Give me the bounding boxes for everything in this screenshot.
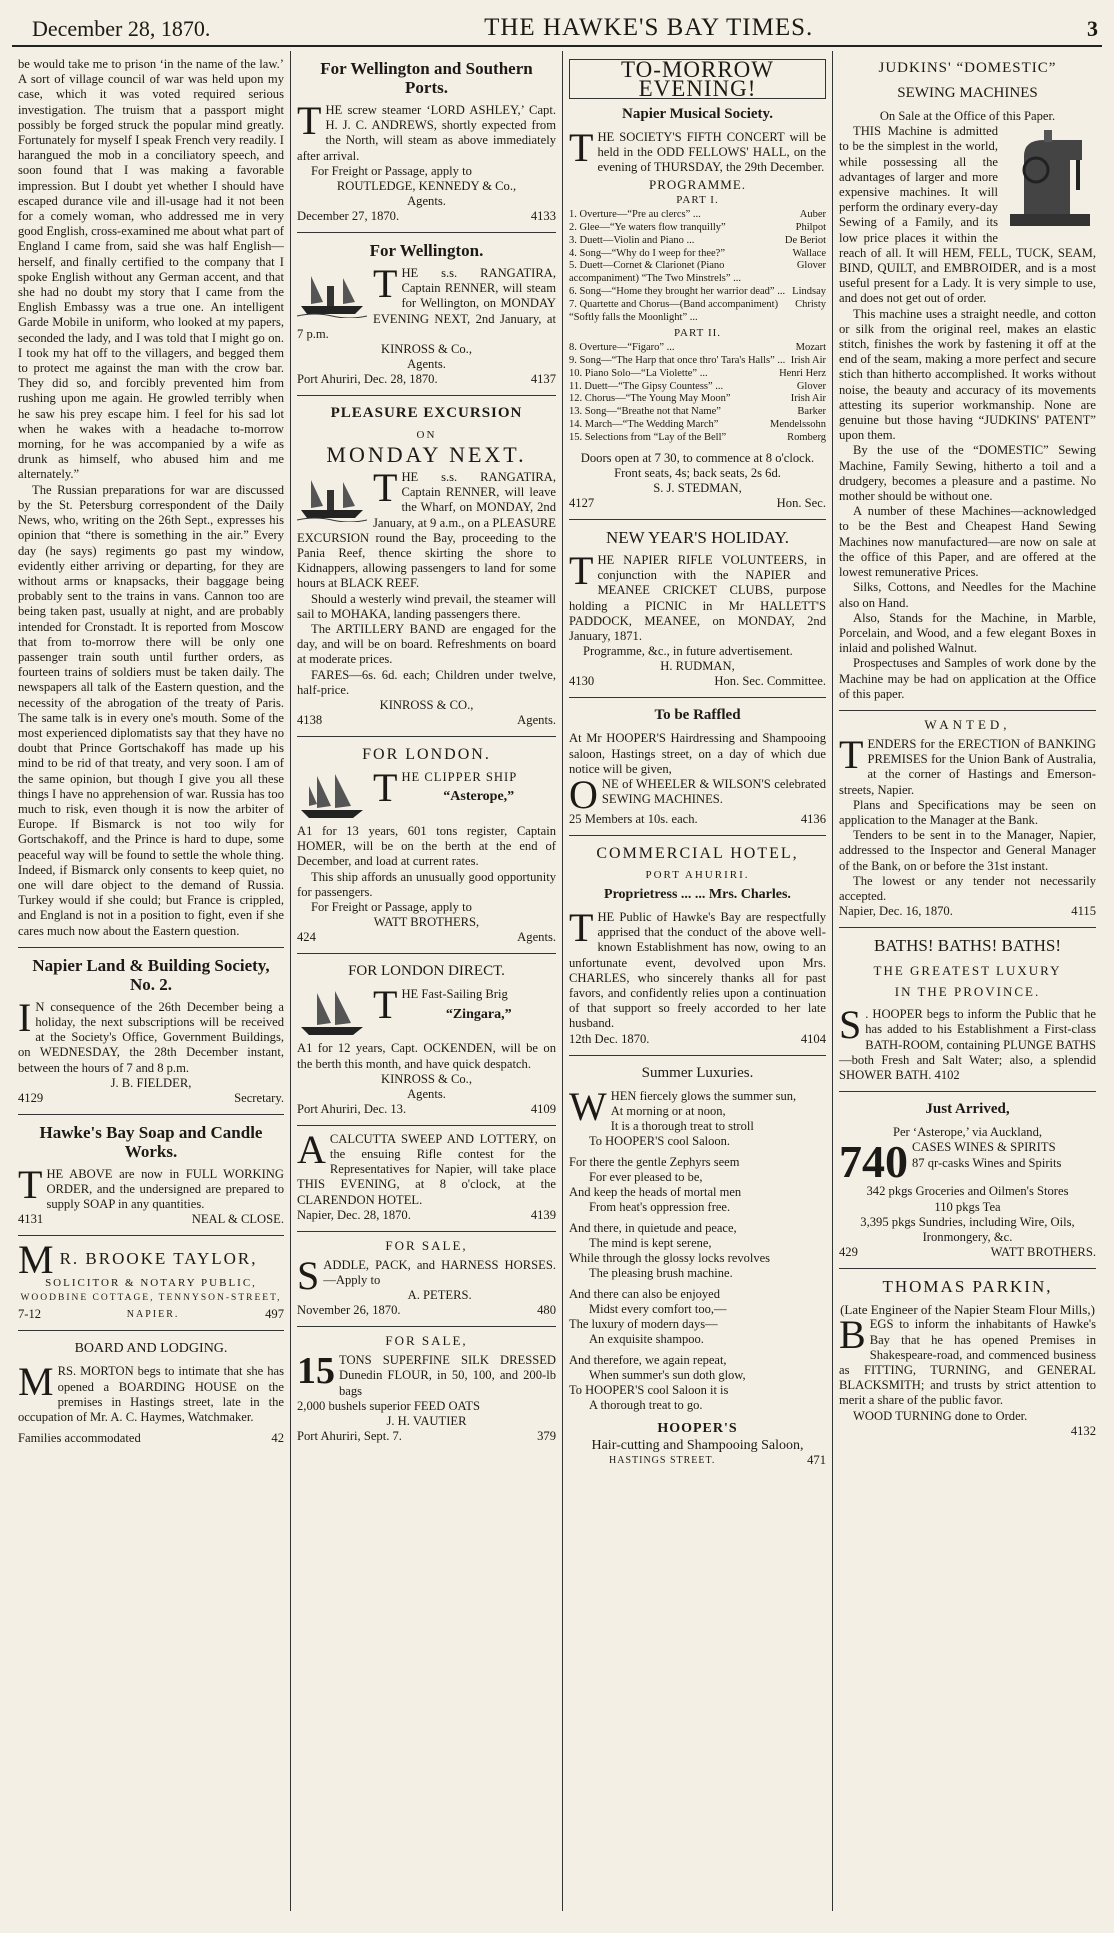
ad-heading: SEWING MACHINES — [897, 85, 1038, 101]
ad-number: 4139 — [530, 1207, 556, 1222]
ad-date: Napier, Dec. 16, 1870. — [839, 904, 953, 919]
ad-body: HE Fast-Sailing Brig — [401, 987, 508, 1002]
poem-line — [569, 1185, 826, 1200]
ad-number: 4104 — [800, 1031, 826, 1046]
ad-place: NAPIER. — [126, 1309, 180, 1321]
ad-body: . HOOPER begs to inform the Public that he has added to his Establishment a First-class BATH-ROOM, containing PLUNGE BATHS—both Fresh and Salt Water; also, a splendid SHOWER BATH. — [839, 1007, 1096, 1082]
wellington-southern-ad — [297, 51, 556, 233]
ad-subheading: On Sale at the Office of this Paper. — [879, 109, 1056, 123]
advertiser: A. PETERS. — [407, 1288, 472, 1303]
drop-cap: T — [569, 125, 594, 170]
agents: KINROSS & CO., — [379, 698, 474, 713]
newspaper-page — [12, 8, 1102, 1913]
ad-paragraph: FARES—6s. 6d. each; Children under twelve, half-price. — [297, 667, 556, 697]
poem — [569, 1083, 826, 1413]
building-society-ad — [18, 948, 284, 1115]
drop-cap: T — [297, 98, 322, 143]
article-paragraph: The Russian preparations for war are discussed by the St. Petersburg correspondent of the Daily News, who, writing on the 26th Sept., expresses his opinion that “there is something in the air.” Every day (he says) regiments go past my window, evidently either arriving or departing, for they are without arms or knapsacks, their baggage being probably sent to the trains in vans. Cannon too are being taken past, usually at night, and are probably intended for Cronstadt. It is reported from Moscow that from to-morrow there will be only one passenger train south until further orders, as fourteen trains of soldiers must be taken daily. The newspapers all talk of the Eastern question, and the necessity of the abrogation of the treaty of Paris. The same talk is in every one's mouth. Some of the most experienced diplomatists say that they have no doubt that Prince Gortschakoff has made up his mind to be rid of that treaty, and very soon. I am of the same opinion, but though I give you all these things I have no apprehension of war. Russia has too much to risk, even though it is now the arbiter of Europe. If Bismarck is not too wily for Gortschakoff, and the Prince is hard to dupe, some peaceful way will be found to settle the whole thing. Indeed, if Bismarck only consents to keep quiet, no one will dare object to the demand of Russia. Turkey would if she could; but France is crippled, and England is not in a position to fight, even if she cares much now about the Eastern question. — [18, 482, 284, 938]
poem-line — [569, 1221, 826, 1236]
ad-body: HE SOCIETY'S FIFTH CONCERT will be held in the ODD FELLOWS' HALL, on the evening of THURSDAY, the 29th December. — [597, 130, 826, 175]
programme-piece: 12. Chorus—“The Young May Moon” — [569, 393, 731, 405]
ad-date: Napier, Dec. 28, 1870. — [297, 1207, 411, 1222]
sewing-machine-ad — [839, 51, 1096, 711]
ad-number: 4132 — [1070, 1423, 1096, 1438]
programme-item — [569, 393, 826, 406]
quantity-number: 15 — [297, 1350, 335, 1393]
programme-piece: 11. Duett—“The Gipsy Countess” ... — [569, 380, 724, 392]
article-continuation — [18, 51, 284, 948]
poem-text: To HOOPER'S cool Saloon. — [589, 1133, 730, 1148]
masthead — [12, 8, 1102, 47]
ad-date: December 27, 1870. — [297, 209, 400, 224]
drop-cap: B — [839, 1312, 866, 1358]
london-direct-ad — [297, 954, 556, 1125]
ad-body: ADDLE, PACK, and HARNESS HORSES.—Apply to — [323, 1257, 556, 1287]
soap-works-ad — [18, 1115, 284, 1237]
poem-text: The mind is kept serene, — [589, 1235, 712, 1250]
ad-paragraph: WOOD TURNING done to Order. — [853, 1408, 1028, 1423]
ad-heading: BATHS! BATHS! BATHS! — [873, 936, 1062, 956]
programme-piece: 4. Song—“Why do I weep for thee?” — [569, 247, 725, 259]
programme-piece: 1. Overture—“Pre au clercs” ... — [569, 209, 701, 221]
ad-paragraph: Also, Stands for the Machine, in Marble, Porcelain, and Wood, and a few elegant Boxes in inlaid and polished Walnut. — [839, 610, 1096, 656]
ad-paragraph: Programme, &c., in future advertisement. — [583, 644, 793, 659]
ad-number: 4138 — [297, 713, 323, 728]
ad-number: 4136 — [800, 811, 826, 826]
agents-role: Agents. — [517, 930, 556, 945]
signatory-role: Hon. Sec. — [776, 495, 826, 510]
agents: WATT BROTHERS, — [373, 915, 480, 930]
ad-heading: FOR SALE, — [385, 1237, 468, 1253]
ad-date: Port Ahuriri, Dec. 28, 1870. — [297, 372, 438, 387]
steamship-icon — [297, 268, 367, 318]
programme-list — [569, 342, 826, 444]
ad-heading: FOR LONDON DIRECT. — [348, 963, 505, 980]
ad-heading: Just Arrived, — [925, 1101, 1010, 1118]
cargo-line: 342 pkgs Groceries and Oilmen's Stores — [866, 1184, 1069, 1199]
newspaper-title: THE HAWKE'S BAY TIMES. — [484, 14, 814, 41]
ad-paragraph: 25 Members at 10s. each. — [569, 811, 698, 826]
ad-number: 480 — [537, 1303, 556, 1318]
ad-number: 379 — [537, 1428, 556, 1443]
programme-item — [569, 368, 826, 381]
poem-line — [569, 1251, 826, 1266]
drop-cap: T — [373, 982, 398, 1028]
ad-number: 42 — [271, 1431, 284, 1446]
programme-piece: 6. Song—“Home they brought her warrior dead” ... — [569, 285, 786, 297]
programme-composer: Mozart — [795, 342, 826, 354]
drop-cap: S — [297, 1252, 320, 1298]
poem-text: And keep the heads of mortal men — [569, 1184, 742, 1199]
programme-composer: Irish Air — [790, 393, 826, 405]
ad-body: At Mr HOOPER'S Hairdressing and Shampooing saloon, Hastings street, on a day of which due notice will be given, — [569, 731, 826, 776]
programme-composer: Philpot — [795, 222, 826, 233]
poem-line — [569, 1236, 826, 1251]
article-paragraph: be would take me to prison ‘in the name of the law.’ A sort of village council of war was held upon my case, which it was voted required serious investigation. The truism that a passport might possibly be forged struck the popular mind greatly. Fortunately for myself I speak French very readily. I harangued the mob in a conciliatory speech, and soon found that I was making a favorable impression. But I doubt yet whether I should have escaped durance vile and ill-usage had it not been for a comely woman, who addressed me in very good English, cross-examined me about what part of England I came from, said she was half English—herself, and finally certified to the company that I spoke English without any German accent, and that she had no doubt my story that I came from the English Embassy was a true one. An intelligent Garde Mobile in uniform, who looked at my papers, seconded the lady, and I was told that I might go on. I took my hat off to the villagers, and begged them to protect me against the man with the crow bar. They did so, and forcibly prevented him from rushing upon me again. He growled terribly when he saw his prey escape him. I feel for his sad lot when he wakes with a headache to-morrow morning, for he was accompanied by a wife as drunk as himself, who abused him and me alternately.” — [18, 57, 284, 482]
poem-line — [569, 1398, 826, 1413]
saddle-ad — [297, 1232, 556, 1327]
solicitor-address: WOODBINE COTTAGE, TENNYSON-STREET, — [20, 1293, 282, 1304]
apply-line: For Freight or Passage, apply to — [311, 163, 472, 178]
signatory-role: Secretary. — [234, 1090, 284, 1105]
proprietress: Proprietress ... ... Mrs. Charles. — [604, 886, 791, 902]
ad-body: HE CLIPPER SHIP — [401, 770, 518, 785]
poem-stanza — [569, 1353, 826, 1413]
poem-line — [569, 1368, 826, 1383]
programme-item — [569, 381, 826, 394]
signatory: S. J. STEDMAN, — [653, 480, 742, 495]
ad-paragraph: A1 for 13 years, 601 tons register, Captain HOMER, will be on the berth at the end of December, and load at current rates. — [297, 824, 556, 869]
solicitor-ad — [18, 1236, 284, 1331]
poem-line — [569, 1200, 826, 1215]
drop-cap: T — [18, 1161, 43, 1207]
poem-line — [569, 1119, 826, 1134]
programme-list — [569, 209, 826, 324]
programme-item — [569, 406, 826, 419]
poem-stanza — [569, 1287, 826, 1347]
ad-body: HE ABOVE are now in FULL WORKING ORDER, and the undersigned are prepared to supply SOAP in any quantities. — [46, 1166, 284, 1212]
signatory: J. B. FIELDER, — [110, 1075, 192, 1090]
ad-heading: Napier Land & Building Society, No. 2. — [32, 955, 270, 994]
poem-text: When summer's sun doth glow, — [589, 1367, 746, 1382]
programme-piece: 15. Selections from “Lay of the Bell” — [569, 431, 727, 443]
page-number: 3 — [1086, 16, 1098, 41]
programme-item — [569, 419, 826, 432]
cargo-line: 87 qr-casks Wines and Spirits — [912, 1155, 1062, 1170]
ad-paragraph: By the use of the “DOMESTIC” Sewing Machine, Family Sewing, hitherto a toil and a drudgery, becomes a pleasure and a pastime. No mother should be without one. — [839, 443, 1096, 504]
ad-heading: To be Raffled — [654, 707, 741, 724]
ad-body: HE Public of Hawke's Bay are respectfully apprised that the conduct of the above well-known Establishment has now, owing to an unfortunate event, devolved upon Mrs. CHARLES, who sincerely thanks all for past favors, and confidently relies upon a continuation of that support so freely accorded to her late husband. — [569, 909, 826, 1031]
ad-heading-large: MONDAY NEXT. — [326, 442, 527, 468]
programme-piece: 5. Duett—Cornet & Clarionet (Piano accompaniment) “The Two Minstrels” ... — [569, 260, 741, 285]
cargo-line: CASES WINES & SPIRITS — [912, 1140, 1056, 1155]
poem-text: The luxury of modern days— — [569, 1316, 718, 1331]
apply-line: For Freight or Passage, apply to — [311, 900, 472, 915]
agents-role: Agents. — [407, 194, 446, 209]
ad-number: 4137 — [530, 372, 556, 387]
signature-line: Hair-cutting and Shampooing Saloon, — [591, 1437, 804, 1453]
programme-composer: Irish Air — [790, 354, 826, 366]
sweep-ad — [297, 1126, 556, 1232]
poem-line — [569, 1104, 826, 1119]
ad-paragraph: Doors open at 7 30, to commence at 8 o'clock. — [580, 450, 815, 465]
programme-part: PART I. — [676, 194, 719, 207]
agents-role: Agents. — [517, 713, 556, 728]
poem-text: HEN fiercely glows the summer sun, — [610, 1088, 797, 1103]
ad-subheading: PORT AHURIRI. — [645, 868, 750, 881]
drop-cap: W — [569, 1083, 607, 1129]
ad-body: HE s.s. RANGATIRA, Captain RENNER, will leave the Wharf, on MONDAY, 2nd January, at 9 a.m., on a PLEASURE EXCURSION round the Bay, proceeding to the Pania Reef, thence skirting the shore to Kidnappers, allowing passengers to land for some hours at BLACK REEF. — [297, 470, 556, 591]
poem-text: Midst every comfort too,— — [589, 1301, 727, 1316]
ad-number: 424 — [297, 930, 316, 945]
ad-number: 471 — [807, 1452, 826, 1467]
signatory-role: Hon. Sec. Committee. — [714, 674, 826, 689]
ad-paragraph: The ARTILLERY BAND are engaged for the day, and will be on board. Refreshments on board at moderate prices. — [297, 622, 556, 667]
drop-cap: T — [373, 465, 398, 511]
programme-item — [569, 286, 826, 299]
ad-heading: PLEASURE EXCURSION — [330, 405, 523, 422]
programme-piece: 2. Glee—“Ye waters flow tranquilly” — [569, 222, 726, 233]
agents-role: Agents. — [407, 357, 446, 372]
poem-stanza — [569, 1155, 826, 1215]
ad-date: Port Ahuriri, Dec. 13. — [297, 1101, 407, 1116]
summer-luxuries-ad — [569, 1056, 826, 1476]
poem-line — [569, 1383, 826, 1398]
poem-text: At morning or at noon, — [610, 1103, 726, 1118]
ad-paragraph: Should a westerly wind prevail, the steamer will sail to MOHAKA, landing passengers there. — [297, 591, 556, 621]
solicitor-role: SOLICITOR & NOTARY PUBLIC, — [45, 1277, 257, 1290]
ad-heading: WANTED, — [924, 716, 1011, 732]
programme-composer: Barker — [797, 406, 826, 418]
ad-paragraph: Tenders to be sent in to the Manager, Napier, addressed to the Inspector and General Manager of the Bank, on or before the 31st instant. — [839, 828, 1096, 873]
programme-part: PART II. — [673, 327, 722, 340]
agents: KINROSS & Co., — [381, 342, 472, 357]
drop-cap: T — [373, 261, 398, 307]
ad-paragraph: Prospectuses and Samples of work done by the Machine may be had on application at the Office of this paper. — [839, 656, 1096, 701]
baths-ad — [839, 928, 1096, 1092]
ad-footer: Families accommodated — [18, 1431, 141, 1446]
ad-heading: Summer Luxuries. — [641, 1064, 754, 1081]
ad-body: HE screw steamer ‘LORD ASHLEY,’ Capt. H. J. C. ANDREWS, shortly expected from the North, will steam as above immediately after arrival. — [297, 103, 556, 163]
poem-stanza — [569, 1083, 826, 1149]
programme-item — [569, 209, 826, 222]
drop-cap: S — [839, 1002, 862, 1048]
advertiser: WATT BROTHERS. — [990, 1245, 1096, 1260]
ad-heading: FOR SALE, — [385, 1333, 468, 1349]
programme-piece: 14. March—“The Wedding March” — [569, 418, 719, 430]
steamship-icon — [297, 472, 367, 522]
programme-item — [569, 299, 826, 325]
poem-text: And therefore, we again repeat, — [569, 1352, 727, 1367]
ad-number: 4129 — [18, 1090, 44, 1105]
poem-line — [569, 1353, 826, 1368]
musical-society-ad — [569, 51, 826, 520]
ad-heading: BOARD AND LODGING. — [74, 1341, 228, 1357]
poem-line — [569, 1134, 826, 1149]
ad-paragraph: Front seats, 4s; back seats, 2s 6d. — [614, 465, 781, 480]
ad-paragraph: A number of these Machines—acknowledged to be the Best and Cheapest Hand Sewing Machines now manufactured—are now on sale at the office of this Paper, and are offered at the lowest remunerative Prices. — [839, 504, 1096, 580]
new-year-holiday-ad — [569, 520, 826, 698]
issue-date: December 28, 1870. — [32, 16, 211, 41]
column-2 — [290, 51, 562, 1911]
poem-text: It is a thorough treat to stroll — [610, 1118, 754, 1133]
poem-text: While through the glossy locks revolves — [569, 1250, 771, 1265]
ad-paragraph: NE of WHEELER & WILSON'S celebrated SEWING MACHINES. — [601, 776, 826, 807]
drop-cap: I — [18, 994, 32, 1040]
programme-composer: Wallace — [792, 247, 826, 259]
drop-cap: M — [18, 1237, 56, 1283]
ad-subheading: ON — [416, 429, 437, 442]
ad-number: 4130 — [569, 674, 595, 689]
programme-piece: 7. Quartette and Chorus—(Band accompaniment) “Softly falls the Moonlight” ... — [569, 298, 779, 323]
ad-paragraph: A1 for 12 years, Capt. OCKENDEN, will be on the berth this month, and have quick despatch. — [297, 1041, 556, 1071]
programme-piece: 10. Piano Solo—“La Violette” ... — [569, 367, 708, 379]
ad-heading: FOR LONDON. — [362, 746, 491, 764]
drop-cap: T — [373, 765, 398, 811]
programme-item — [569, 355, 826, 368]
ad-heading: Napier Musical Society. — [622, 106, 773, 122]
ad-paragraph: The lowest or any tender not necessarily accepted. — [839, 873, 1096, 903]
ad-body: TONS SUPERFINE SILK DRESSED Dunedin FLOUR, in 50, 100, and 200-lb bags — [339, 1353, 556, 1398]
poem-text: From heat's oppression free. — [589, 1199, 731, 1214]
ad-body: N consequence of the 26th December being a holiday, the next subscriptions will be received at the Society's Office, Government Buildings, on WEDNESDAY, the 28th December instant, between the hours of 7 and 8 p.m. — [18, 999, 284, 1075]
ship-name: “Zingara,” — [445, 1006, 512, 1022]
solicitor-name: R. BROOKE TAYLOR, — [59, 1249, 258, 1269]
ship-name: “Asterope,” — [443, 789, 515, 805]
poem-line — [569, 1317, 826, 1332]
ad-heading: JUDKINS' “DOMESTIC” — [878, 60, 1057, 76]
poem-text: For there the gentle Zephyrs seem — [569, 1154, 740, 1169]
ad-body: ENDERS for the ERECTION of BANKING PREMISES for the Union Bank of Australia, at the corner of Hastings and Emerson-streets, Napier. — [839, 736, 1096, 797]
ad-paragraph: This machine uses a straight needle, and cotton or silk from the original reel, makes an elastic stitch, finishes the work by fastening it off at the end of the seam, making a more perfect and secure stich than hitherto accomplished. It works without noise, the beauty and accuracy of its movements attesting its superior workmanship. None are genuine but those having “JUDKINS' PATENT” upon them. — [839, 306, 1096, 443]
poem-line — [569, 1332, 826, 1347]
ad-number: 4115 — [1071, 904, 1096, 919]
boarding-ad — [18, 1331, 284, 1454]
poem-text: The pleasing brush machine. — [589, 1265, 733, 1280]
ad-place: HASTINGS STREET. — [609, 1454, 716, 1466]
ad-subheading: THE GREATEST LUXURY — [873, 963, 1062, 979]
poem-line — [569, 1287, 826, 1302]
sailing-ship-icon — [297, 772, 367, 822]
signatory: H. RUDMAN, — [660, 659, 735, 674]
programme-composer: Christy — [795, 298, 826, 310]
programme-item — [569, 222, 826, 235]
ad-body: HE s.s. RANGATIRA, Captain RENNER, will steam for Wellington, on MONDAY EVENING NEXT, 2nd January, at 7 p.m. — [297, 266, 556, 341]
ad-number: 4133 — [530, 209, 556, 224]
wellington-ad — [297, 233, 556, 396]
sewing-machine-icon — [1004, 126, 1096, 236]
programme-item — [569, 248, 826, 261]
advertiser: J. H. VAUTIER — [386, 1413, 467, 1428]
quantity-number: 740 — [839, 1136, 908, 1188]
ad-paragraph: Plans and Specifications may be seen on application to the Manager at the Bank. — [839, 797, 1096, 827]
poem-line — [569, 1155, 826, 1170]
banner-heading: TO-MORROW EVENING! — [569, 59, 826, 99]
ad-date: Port Ahuriri, Sept. 7. — [297, 1428, 402, 1443]
poem-line — [569, 1266, 826, 1281]
drop-cap: O — [569, 771, 598, 817]
programme-composer: Glover — [796, 380, 826, 392]
excursion-ad — [297, 396, 556, 737]
ad-number: 4109 — [530, 1101, 556, 1116]
ad-body: HE NAPIER RIFLE VOLUNTEERS, in conjunction with the NAPIER and MEANEE CRICKET CLUBS, purpose holding a PICNIC in Mr HALLETT'S PADDOCK, MEANEE, on MONDAY, 2nd January, 1871. — [569, 552, 826, 643]
poem-text: And there, in quietude and peace, — [569, 1220, 737, 1235]
column-1 — [12, 51, 290, 1911]
poem-text: A thorough treat to go. — [589, 1397, 703, 1412]
ad-heading: NEW YEAR'S HOLIDAY. — [606, 527, 789, 547]
programme-composer: De Beriot — [784, 234, 826, 246]
programme-composer: Auber — [799, 209, 826, 221]
ad-subheading: Per ‘Asterope,’ via Auckland, — [892, 1125, 1043, 1140]
poem-line — [569, 1170, 826, 1185]
ad-heading: For Wellington and Southern Ports. — [320, 59, 533, 97]
programme-composer: Romberg — [787, 431, 826, 443]
ad-number: 4102 — [934, 1067, 960, 1082]
ad-heading: Hawke's Bay Soap and Candle Works. — [39, 1122, 263, 1161]
ad-number: 4127 — [569, 495, 595, 510]
cargo-line: 3,395 pkgs Sundries, including Wire, Oils, Ironmongery, &c. — [860, 1214, 1075, 1244]
poem-stanza — [569, 1221, 826, 1281]
poem-text: For ever pleased to be, — [589, 1169, 703, 1184]
commercial-hotel-ad — [569, 836, 826, 1056]
column-4 — [832, 51, 1102, 1911]
programme-item — [569, 432, 826, 445]
programme-composer: Mendelssohn — [770, 418, 826, 430]
tenders-wanted-ad — [839, 711, 1096, 928]
drop-cap: T — [569, 547, 594, 593]
advertiser: NEAL & CLOSE. — [191, 1212, 284, 1227]
programme-item — [569, 260, 826, 286]
london-ad — [297, 737, 556, 954]
sailing-ship-icon — [297, 989, 367, 1039]
programme-title: PROGRAMME. — [648, 176, 747, 192]
ad-paragraph: THIS Machine is admitted to be the simplest in the world, while possessing all the advantages of larger and more expensive machines. It will perform the ordinary every-day Sewing of a Family, and its low price places it within the reach of all. It will HEM, FELL, TUCK, SEAM, BIND, QUILT, and EMBROIDER, and is a most useful present for a Lady. It is very simple to use, and does not get out of order. — [839, 124, 1096, 306]
ad-heading: THOMAS PARKIN, — [882, 1277, 1053, 1297]
ad-body: RS. MORTON begs to intimate that she has opened a BOARDING HOUSE on the premises in Hastings street, late in the occupation of Mr. A. C. Haymes, Watchmaker. — [18, 1364, 284, 1425]
drop-cap: A — [297, 1126, 326, 1172]
ad-number: 4131 — [18, 1212, 44, 1227]
poem-text: And there can also be enjoyed — [569, 1286, 720, 1301]
programme-piece: 9. Song—“The Harp that once thro' Tara's Halls” ... — [569, 354, 786, 366]
cargo-line: 110 pkgs Tea — [934, 1199, 1001, 1214]
ad-number: 429 — [839, 1245, 858, 1260]
ad-paragraph: 2,000 bushels superior FEED OATS — [297, 1398, 480, 1413]
ad-date: November 26, 1870. — [297, 1303, 401, 1318]
ad-paragraph: Silks, Cottons, and Needles for the Machine also on Hand. — [839, 580, 1096, 610]
thomas-parkin-ad — [839, 1269, 1096, 1447]
ad-number: 497 — [265, 1307, 284, 1322]
agents: ROUTLEDGE, KENNEDY & Co., — [336, 179, 517, 194]
ad-heading: COMMERCIAL HOTEL, — [596, 844, 799, 862]
ad-date: 7-12 — [18, 1307, 42, 1322]
ad-date: 12th Dec. 1870. — [569, 1031, 650, 1046]
flour-ad — [297, 1327, 556, 1452]
ad-paragraph: This ship affords an unusually good opportunity for passengers. — [297, 869, 556, 899]
programme — [569, 176, 826, 445]
ad-body: CALCUTTA SWEEP AND LOTTERY, on the ensuing Rifle contest for the Representatives for Napier, will take place THIS EVENING, at 8 o'clock, at the CLARENDON HOTEL. — [297, 1131, 556, 1207]
drop-cap: M — [18, 1359, 54, 1405]
ad-heading: For Wellington. — [369, 241, 484, 261]
programme-piece: 3. Duett—Violin and Piano ... — [569, 234, 695, 246]
agents-role: Agents. — [407, 1086, 446, 1101]
agents: KINROSS & Co., — [381, 1071, 472, 1086]
drop-cap: T — [569, 904, 594, 950]
programme-item — [569, 342, 826, 355]
ad-subheading: (Late Engineer of the Napier Steam Flour Mills,) — [840, 1302, 1095, 1318]
programme-item — [569, 235, 826, 248]
poem-text: To HOOPER'S cool Saloon it is — [569, 1382, 729, 1397]
ad-subheading: IN THE PROVINCE. — [894, 984, 1041, 1000]
just-arrived-ad — [839, 1092, 1096, 1269]
poem-line — [569, 1302, 826, 1317]
poem-text: An exquisite shampoo. — [589, 1331, 704, 1346]
programme-composer: Henri Herz — [779, 367, 826, 379]
drop-cap: T — [839, 731, 864, 777]
column-3 — [562, 51, 832, 1911]
signature-business: HOOPER'S — [657, 1420, 738, 1436]
programme-composer: Glover — [796, 260, 826, 272]
programme-piece: 13. Song—“Breathe not that Name” — [569, 406, 721, 418]
raffle-ad — [569, 698, 826, 836]
programme-piece: 8. Overture—“Figaro” ... — [569, 342, 675, 354]
programme-composer: Lindsay — [792, 285, 826, 297]
ad-body: EGS to inform the inhabitants of Hawke's Bay that he has opened Premises in Shakespeare-road, and commenced business as FITTING, TURNING, and GENERAL BLACKSMITH; and trusts by strict attention to merit a share of the public favor. — [839, 1317, 1096, 1408]
